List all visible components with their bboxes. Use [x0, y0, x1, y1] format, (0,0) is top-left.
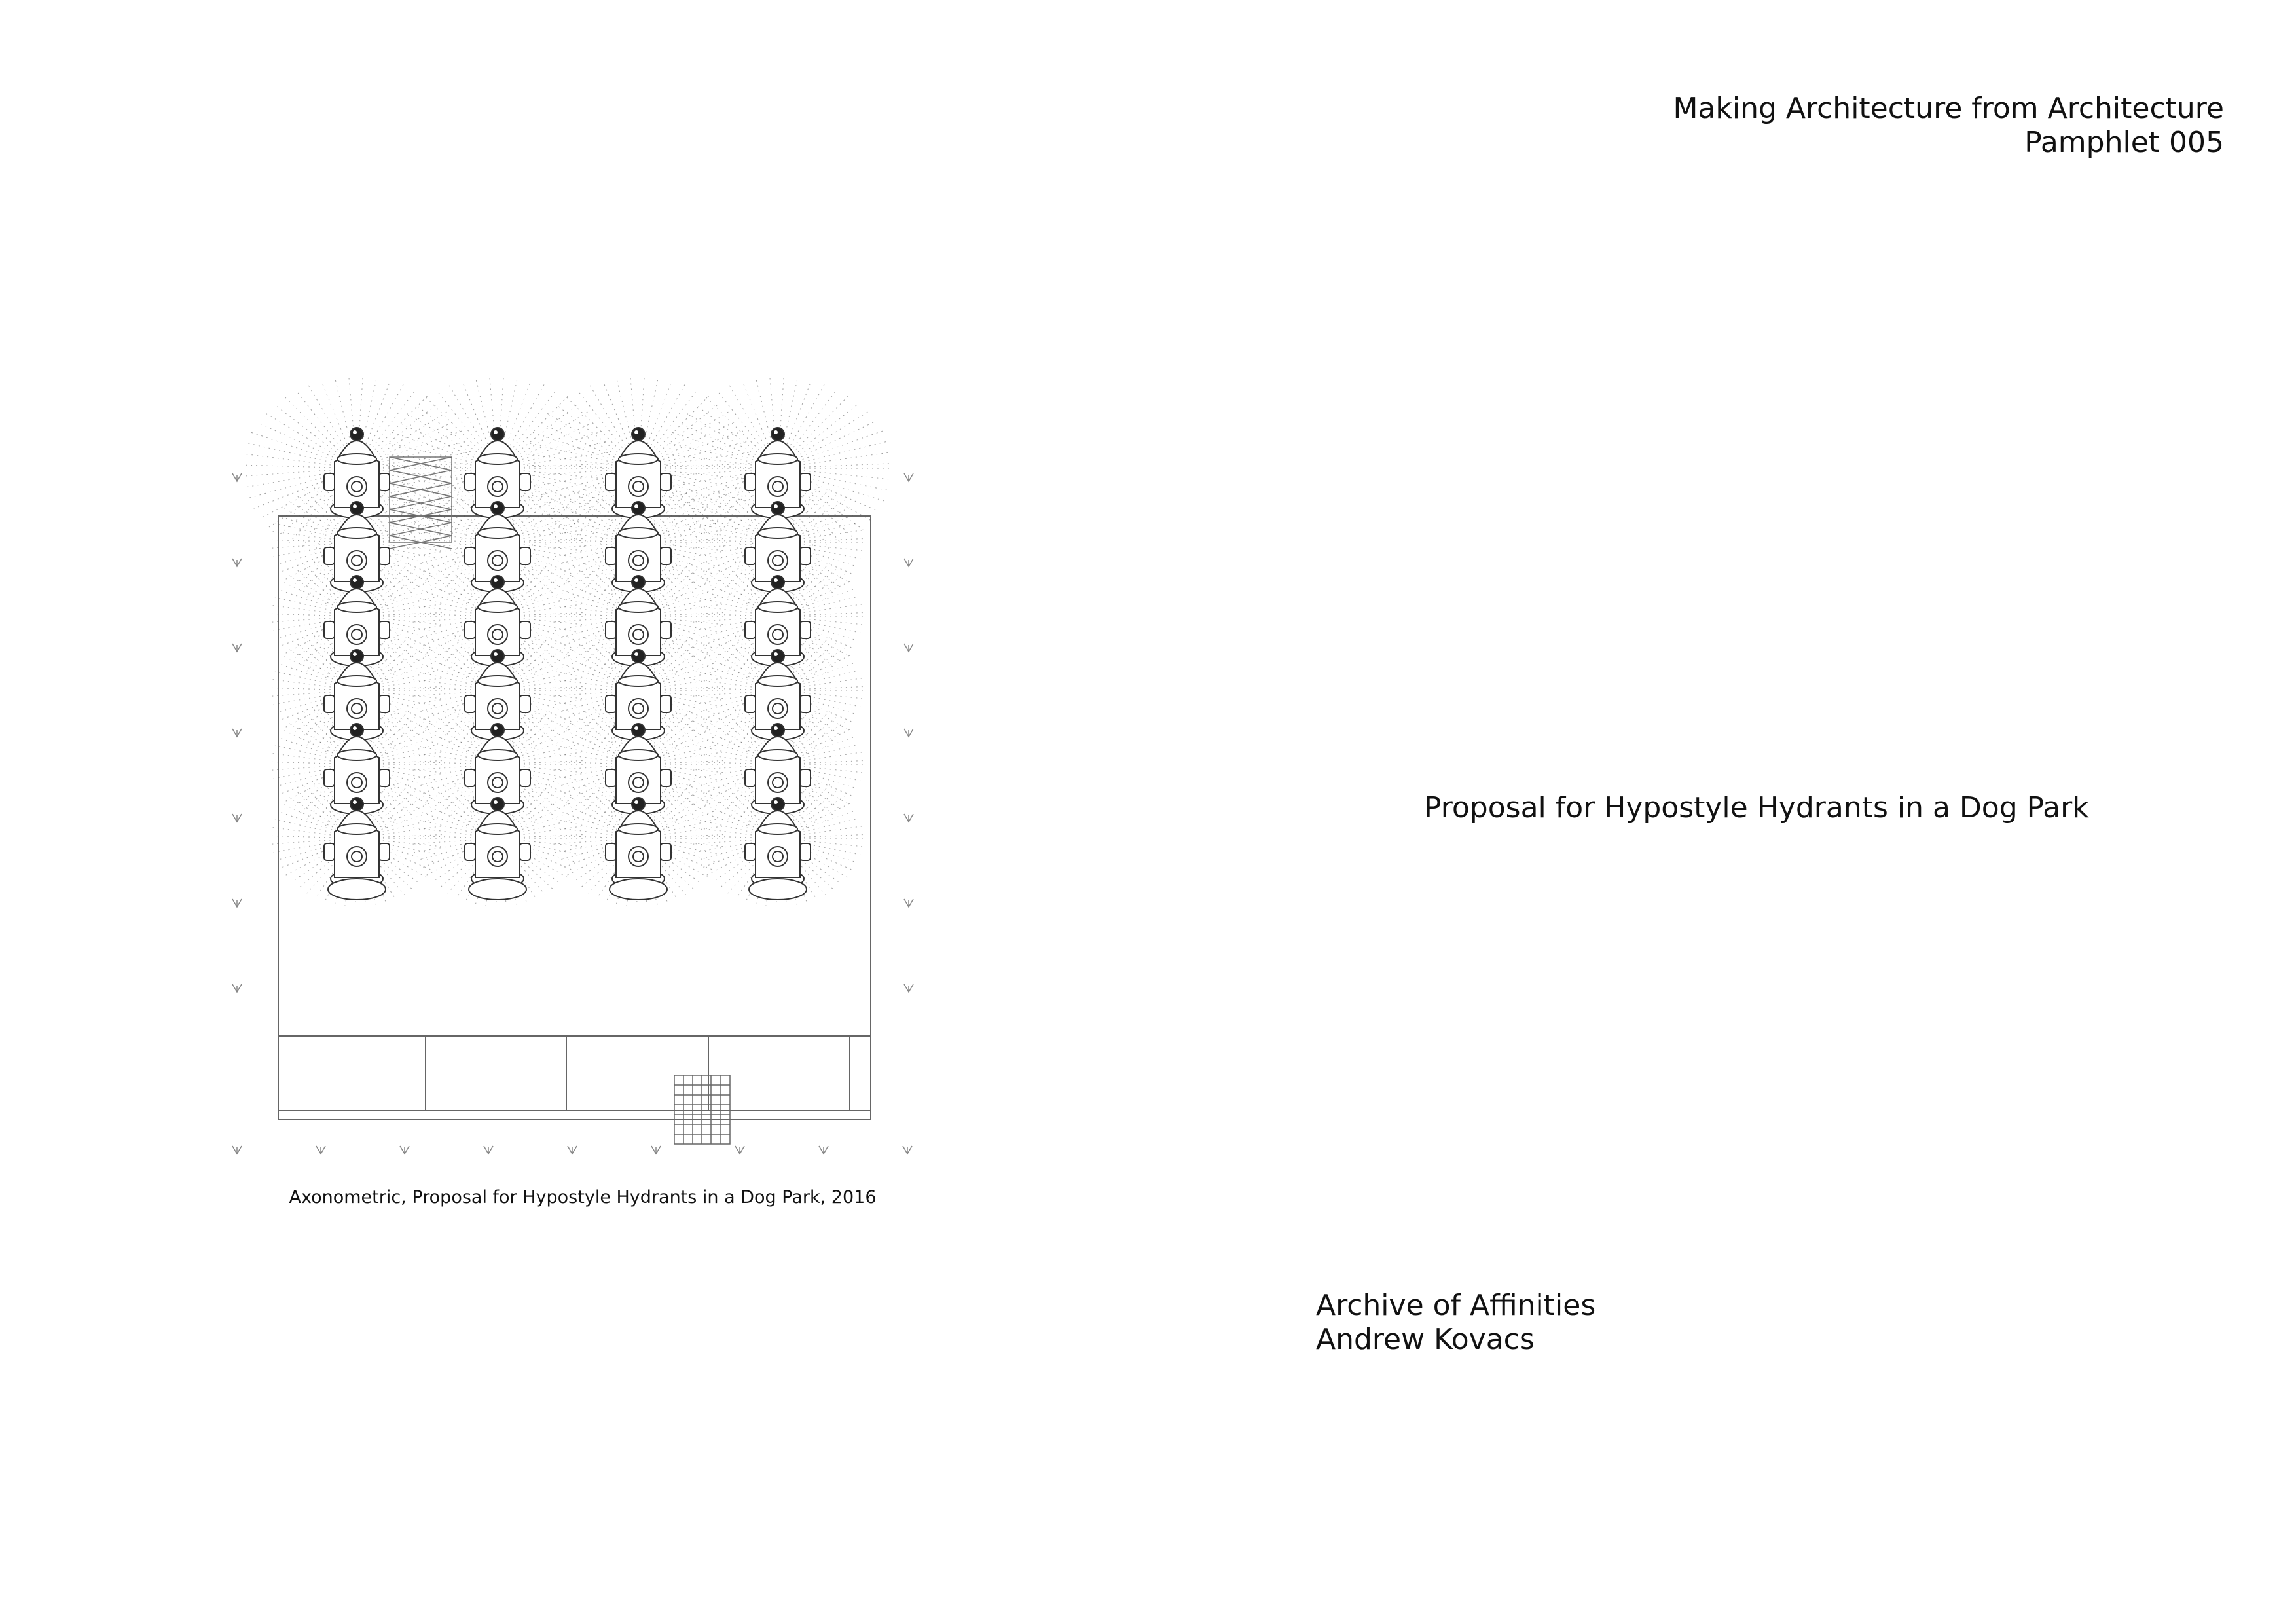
figure-caption: Axonometric, Proposal for Hypostyle Hydrants in a Dog Park, 2016 — [289, 1187, 877, 1208]
stair-structure — [390, 457, 452, 549]
organization-name: Archive of Affinities — [1316, 1289, 1596, 1322]
hydrant-icon — [745, 798, 811, 900]
series-name: Making Architecture from Architecture — [1673, 92, 2224, 125]
hydrant-icon — [324, 798, 390, 900]
series-title — [1673, 92, 2224, 160]
pamphlet-number: Pamphlet 005 — [2024, 126, 2224, 159]
page-title: Proposal for Hypostyle Hydrants in a Dog Park — [1424, 791, 2089, 824]
author-name: Andrew Kovacs — [1316, 1323, 1535, 1356]
author-block — [1316, 1289, 1595, 1357]
hydrant-icon — [465, 798, 530, 900]
hydrant-icon — [606, 798, 671, 900]
axonometric-drawing — [223, 341, 943, 1172]
drain-grate — [674, 1075, 730, 1144]
